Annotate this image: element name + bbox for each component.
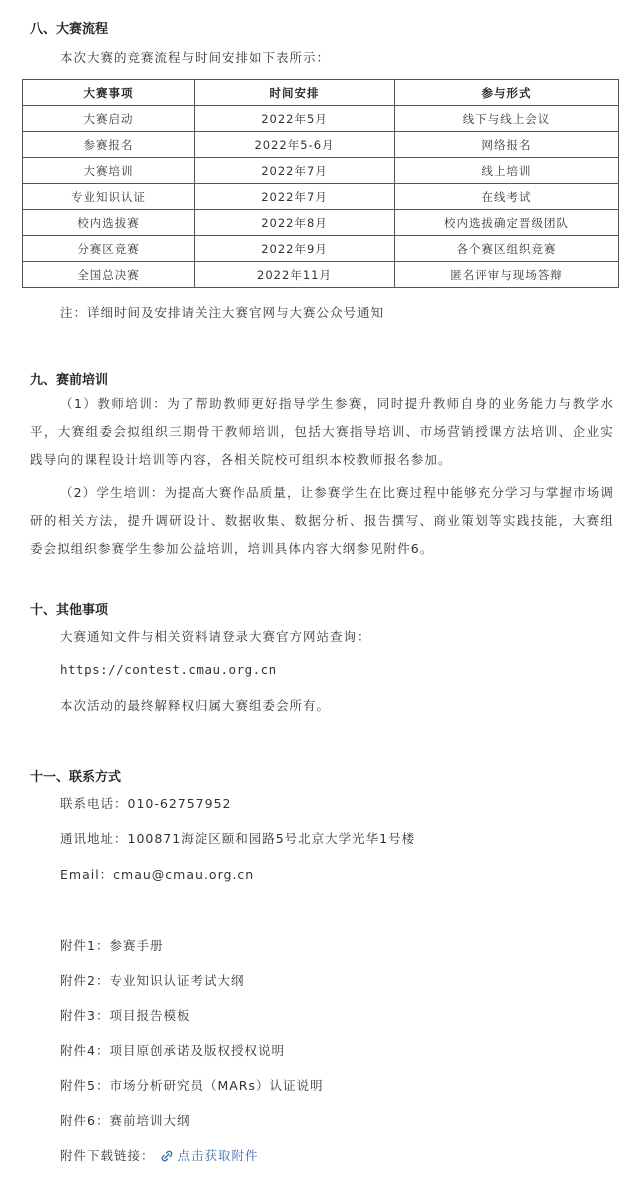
website-notice: 大赛通知文件与相关资料请登录大赛官方网站查询： <box>60 629 371 644</box>
final-interpretation: 本次活动的最终解释权归属大赛组委会所有。 <box>60 698 331 713</box>
attachment-item: 附件4：项目原创承诺及版权授权说明 <box>60 1043 285 1058</box>
section-8-heading: 八、大赛流程 <box>30 22 109 37</box>
table-cell: 在线考试 <box>395 184 619 210</box>
section-8-note: 注：详细时间及安排请关注大赛官网与大赛公众号通知 <box>60 305 385 320</box>
section-10-heading: 十、其他事项 <box>30 603 109 618</box>
table-cell: 校内选拔赛 <box>23 210 195 236</box>
table-cell: 2022年9月 <box>195 236 395 262</box>
student-training-paragraph: （2）学生培训：为提高大赛作品质量，让参赛学生在比赛过程中能够充分学习与掌握市场调研的相关方法，提升调研设计、数据收集、数据分析、报告撰写、商业策划等实践技能，大赛组委会拟组织参赛学生参加公益培训，培训具体内容大纲参见附件6。 <box>30 485 614 556</box>
table-row <box>23 158 619 184</box>
table-cell: 专业知识认证 <box>23 184 195 210</box>
table-header-cell: 时间安排 <box>195 80 395 106</box>
table-cell: 2022年5-6月 <box>195 132 395 158</box>
download-attachments-link[interactable] <box>160 1148 259 1163</box>
attachment-download-row <box>60 1146 259 1164</box>
teacher-training-paragraph: （1）教师培训：为了帮助教师更好指导学生参赛，同时提升教师自身的业务能力与教学水平，大赛组委会拟组织三期骨干教师培训，包括大赛指导培训、市场营销授课方法培训、企业实践导向的课程设计培训等内容，各相关院校可组织本校教师报名参加。 <box>30 396 614 467</box>
attachment-item: 附件5：市场分析研究员（MARs）认证说明 <box>60 1078 324 1093</box>
attachment-item: 附件1：参赛手册 <box>60 938 164 953</box>
table-cell: 2022年7月 <box>195 184 395 210</box>
table-cell: 网络报名 <box>395 132 619 158</box>
table-row <box>23 132 619 158</box>
table-cell: 大赛启动 <box>23 106 195 132</box>
attachment-item: 附件6：赛前培训大纲 <box>60 1113 191 1128</box>
table-cell: 2022年8月 <box>195 210 395 236</box>
table-cell: 各个赛区组织竞赛 <box>395 236 619 262</box>
attachment-item: 附件2：专业知识认证考试大纲 <box>60 973 245 988</box>
contact-phone: 联系电话：010-62757952 <box>60 796 232 811</box>
table-cell: 参赛报名 <box>23 132 195 158</box>
section-9-heading: 九、赛前培训 <box>30 373 109 388</box>
table-row <box>23 106 619 132</box>
section-11-heading: 十一、联系方式 <box>30 770 122 785</box>
table-row <box>23 184 619 210</box>
download-link-text[interactable]: 点击获取附件 <box>177 1148 259 1163</box>
table-cell: 分赛区竞赛 <box>23 236 195 262</box>
attachment-item: 附件3：项目报告模板 <box>60 1008 191 1023</box>
schedule-table <box>22 79 619 288</box>
section-8-intro: 本次大赛的竞赛流程与时间安排如下表所示： <box>60 50 331 65</box>
table-row <box>23 262 619 288</box>
website-url: https://contest.cmau.org.cn <box>60 662 277 677</box>
table-header-row <box>23 80 619 106</box>
table-cell: 校内选拔确定晋级团队 <box>395 210 619 236</box>
contact-address: 通讯地址：100871海淀区颐和园路5号北京大学光华1号楼 <box>60 831 416 846</box>
table-row <box>23 210 619 236</box>
download-label: 附件下载链接： <box>60 1148 155 1163</box>
contact-email: Email：cmau@cmau.org.cn <box>60 867 255 882</box>
table-header-cell: 大赛事项 <box>23 80 195 106</box>
table-cell: 线上培训 <box>395 158 619 184</box>
table-cell: 2022年11月 <box>195 262 395 288</box>
table-cell: 大赛培训 <box>23 158 195 184</box>
table-row <box>23 236 619 262</box>
link-icon <box>160 1150 174 1162</box>
table-cell: 匿名评审与现场答辩 <box>395 262 619 288</box>
table-cell: 2022年5月 <box>195 106 395 132</box>
table-cell: 线下与线上会议 <box>395 106 619 132</box>
table-cell: 2022年7月 <box>195 158 395 184</box>
table-cell: 全国总决赛 <box>23 262 195 288</box>
table-header-cell: 参与形式 <box>395 80 619 106</box>
